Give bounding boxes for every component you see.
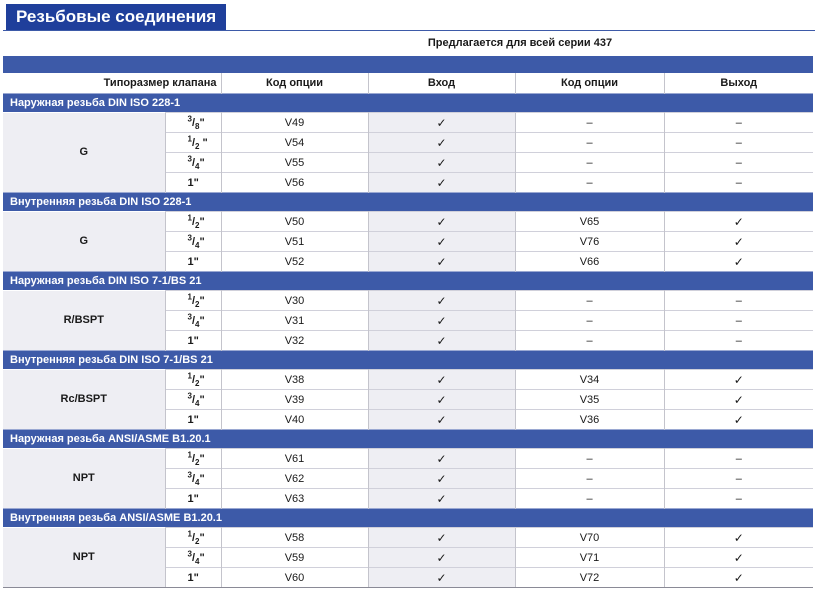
size-unit: " [199,136,208,149]
dash-icon: – [664,133,813,153]
check-icon: ✓ [368,489,515,509]
dash-icon: – [664,331,813,351]
size-denominator: 4 [195,240,200,250]
size-denominator: 2 [195,378,200,388]
section-header-row [3,193,813,212]
size-denominator: 4 [195,477,200,487]
size-fraction: $^3/_4$" [187,469,205,487]
section-header-row [3,509,813,528]
option-code-inlet: V60 [221,568,368,588]
size-numerator: 3 [187,469,192,479]
check-icon: ✓ [664,528,813,548]
option-code-outlet: V71 [515,548,664,568]
header-band [3,56,813,73]
header-inlet: Вход [368,73,515,94]
size-unit: " [199,116,205,129]
thread-type-label: NPT [3,528,165,588]
section-title: Наружная резьба DIN ISO 7-1/BS 21 [3,272,813,291]
size-numerator: 1 [187,212,192,222]
section-title: Внутренняя резьба DIN ISO 228-1 [3,193,813,212]
header-outlet: Выход [664,73,813,94]
check-icon: ✓ [664,390,813,410]
size-value: 1" [187,571,199,584]
section-header-row [3,272,813,291]
size-unit: " [199,294,205,307]
size-unit: " [199,314,205,327]
check-icon: ✓ [368,331,515,351]
option-code-outlet: – [515,311,664,331]
size-value: 1" [187,334,199,347]
thread-type-label: R/BSPT [3,291,165,351]
option-code-inlet: V52 [221,252,368,272]
size-denominator: 4 [195,556,200,566]
size-numerator: 1 [187,370,192,380]
size-denominator: 2 [195,141,200,151]
size-fraction: $^3/_4$" [187,153,205,171]
size-fraction: $^1/_2$" [187,212,205,230]
check-icon: ✓ [664,410,813,430]
option-code-inlet: V30 [221,291,368,311]
valve-size [165,331,221,351]
size-unit: " [199,531,205,544]
check-icon: ✓ [368,390,515,410]
option-code-inlet: V54 [221,133,368,153]
size-unit: " [199,373,205,386]
size-numerator: 1 [187,133,192,143]
size-unit: " [199,551,205,564]
check-icon: ✓ [368,212,515,232]
size-fraction: $^3/_4$" [187,232,205,250]
size-fraction: $^3/_4$" [187,390,205,408]
valve-size [165,153,221,173]
section-header-row [3,351,813,370]
dash-icon: – [664,469,813,489]
option-code-inlet: V38 [221,370,368,390]
section-header-row [3,430,813,449]
size-unit: " [199,393,205,406]
option-code-outlet: – [515,133,664,153]
option-code-outlet: V66 [515,252,664,272]
option-code-inlet: V58 [221,528,368,548]
valve-size [165,311,221,331]
size-denominator: 2 [195,299,200,309]
size-denominator: 8 [195,121,200,131]
option-code-outlet: – [515,113,664,133]
size-denominator: 4 [195,398,200,408]
check-icon: ✓ [664,568,813,588]
thread-connections-table [3,73,813,587]
table-row [3,291,813,311]
size-value: 1" [187,492,199,505]
valve-size [165,449,221,469]
dash-icon: – [664,173,813,193]
check-icon: ✓ [368,548,515,568]
option-code-inlet: V31 [221,311,368,331]
size-denominator: 2 [195,220,200,230]
size-unit: " [199,215,205,228]
option-code-outlet: – [515,173,664,193]
thread-type-label: NPT [3,449,165,509]
size-denominator: 4 [195,161,200,171]
valve-size [165,528,221,548]
option-code-inlet: V56 [221,173,368,193]
valve-size [165,489,221,509]
size-numerator: 3 [187,548,192,558]
option-code-inlet: V50 [221,212,368,232]
page-title: Резьбовые соединения [6,4,226,30]
section-title: Наружная резьба DIN ISO 228-1 [3,94,813,113]
option-code-outlet: – [515,291,664,311]
option-code-inlet: V49 [221,113,368,133]
option-code-outlet: V36 [515,410,664,430]
size-denominator: 4 [195,319,200,329]
dash-icon: – [664,113,813,133]
table-row [3,370,813,390]
check-icon: ✓ [368,311,515,331]
size-value: 1" [187,176,199,189]
size-numerator: 1 [187,528,192,538]
check-icon: ✓ [368,173,515,193]
table-row [3,528,813,548]
header-option-code-inlet: Код опции [221,73,368,94]
option-code-inlet: V59 [221,548,368,568]
check-icon: ✓ [368,113,515,133]
valve-size [165,291,221,311]
option-code-outlet: V35 [515,390,664,410]
option-code-inlet: V55 [221,153,368,173]
option-code-outlet: – [515,153,664,173]
check-icon: ✓ [368,469,515,489]
valve-size [165,469,221,489]
size-unit: " [199,472,205,485]
dash-icon: – [664,153,813,173]
valve-size [165,410,221,430]
check-icon: ✓ [664,370,813,390]
valve-size [165,173,221,193]
check-icon: ✓ [368,528,515,548]
table-subtitle: Предлагается для всей серии 437 [427,37,613,49]
check-icon: ✓ [368,568,515,588]
size-value: 1" [187,413,199,426]
size-numerator: 3 [187,311,192,321]
size-fraction: $^3/_4$" [187,311,205,329]
size-fraction: $^3/_4$" [187,548,205,566]
check-icon: ✓ [368,232,515,252]
size-denominator: 2 [195,536,200,546]
section-header-row [3,94,813,113]
size-fraction: $^1/_2$" [187,291,205,309]
option-code-inlet: V62 [221,469,368,489]
section-title: Наружная резьба ANSI/ASME B1.20.1 [3,430,813,449]
option-code-inlet: V51 [221,232,368,252]
option-code-inlet: V61 [221,449,368,469]
valve-size [165,370,221,390]
option-code-inlet: V63 [221,489,368,509]
dash-icon: – [664,489,813,509]
size-fraction: $^1/_2$ " [187,133,208,151]
check-icon: ✓ [664,232,813,252]
size-numerator: 3 [187,153,192,163]
option-code-outlet: V65 [515,212,664,232]
thread-type-label: Rc/BSPT [3,370,165,430]
size-fraction: $^1/_2$" [187,449,205,467]
check-icon: ✓ [368,252,515,272]
valve-size [165,568,221,588]
option-code-outlet: V34 [515,370,664,390]
header-option-code-outlet: Код опции [515,73,664,94]
size-unit: " [199,452,205,465]
dash-icon: – [664,291,813,311]
section-title: Внутренняя резьба ANSI/ASME B1.20.1 [3,509,813,528]
size-numerator: 3 [187,390,192,400]
option-code-outlet: V76 [515,232,664,252]
valve-size [165,232,221,252]
size-numerator: 1 [187,449,192,459]
size-fraction: $^3/_8$" [187,113,205,131]
option-code-outlet: V70 [515,528,664,548]
option-code-inlet: V39 [221,390,368,410]
check-icon: ✓ [368,370,515,390]
size-numerator: 3 [187,232,192,242]
option-code-inlet: V32 [221,331,368,351]
check-icon: ✓ [664,252,813,272]
option-code-outlet: – [515,489,664,509]
valve-size [165,133,221,153]
valve-size [165,212,221,232]
valve-size [165,113,221,133]
option-code-outlet: – [515,469,664,489]
size-numerator: 3 [187,113,192,123]
check-icon: ✓ [664,548,813,568]
dash-icon: – [664,449,813,469]
valve-size [165,548,221,568]
check-icon: ✓ [664,212,813,232]
size-numerator: 1 [187,291,192,301]
size-value: 1" [187,255,199,268]
table-row [3,113,813,133]
valve-size [165,252,221,272]
valve-size [165,390,221,410]
check-icon: ✓ [368,449,515,469]
table-row [3,212,813,232]
size-fraction: $^1/_2$" [187,370,205,388]
check-icon: ✓ [368,291,515,311]
dash-icon: – [664,311,813,331]
size-denominator: 2 [195,457,200,467]
check-icon: ✓ [368,410,515,430]
check-icon: ✓ [368,153,515,173]
title-bar [3,0,815,31]
size-unit: " [199,156,205,169]
option-code-outlet: – [515,449,664,469]
thread-type-label: G [3,212,165,272]
header-valve-size: Типоразмер клапана [103,77,217,89]
table-bottom-rule [3,587,813,588]
size-fraction: $^1/_2$" [187,528,205,546]
table-row [3,449,813,469]
size-unit: " [199,235,205,248]
check-icon: ✓ [368,133,515,153]
option-code-outlet: V72 [515,568,664,588]
option-code-outlet: – [515,331,664,351]
section-title: Внутренняя резьба DIN ISO 7-1/BS 21 [3,351,813,370]
thread-type-label: G [3,113,165,193]
column-header-row [3,73,813,94]
table-body [3,73,813,587]
option-code-inlet: V40 [221,410,368,430]
